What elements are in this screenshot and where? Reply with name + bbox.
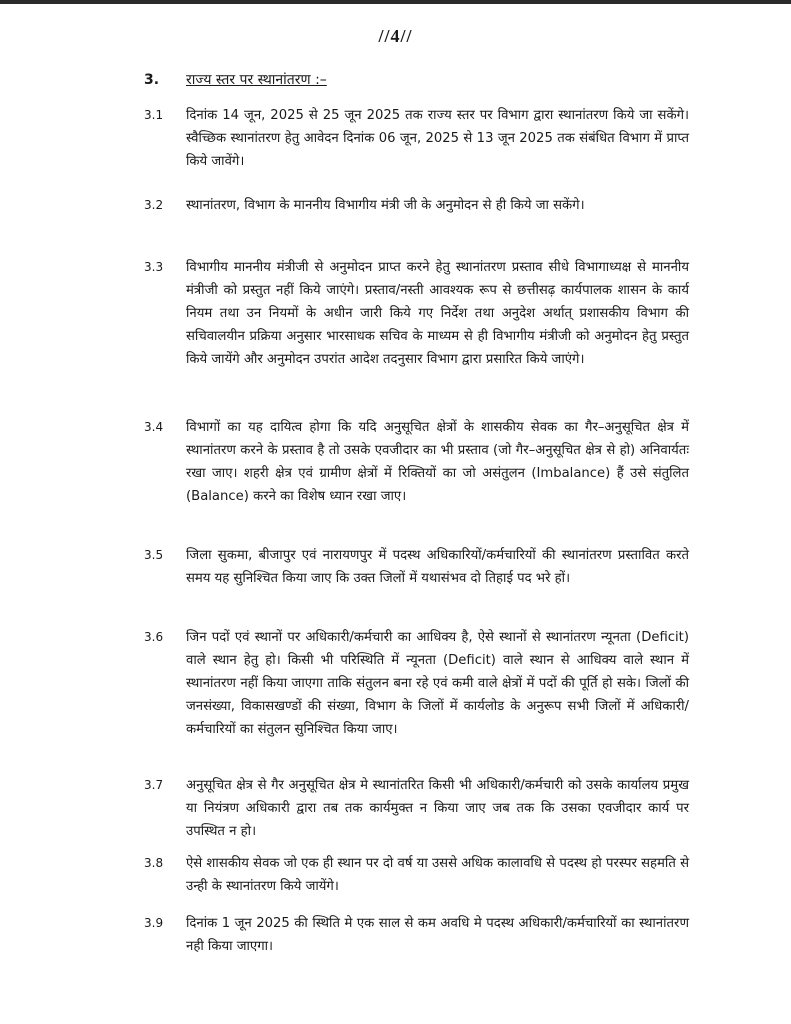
clause-number: 3.3: [144, 260, 164, 274]
section-number: 3.: [144, 72, 160, 88]
clause-text: जिन पदों एवं स्थानों पर अधिकारी/कर्मचारी का आधिक्य है, ऐसे स्थानों से स्थानांतरण न्यूनता (Deficit) वाले स्थान हेतु हो। किसी भी परिस्थिति में न्यूनता (Deficit) वाले स्थान से आधिक्य वाले स्थान में स्थानांतरण नहीं किया जाएगा ताकि संतुलन बना रहे एवं कमी वाले क्षेत्रों में पदों की पूर्ति हो सके। जिलों की जनसंख्या, विकासखण्डों की संख्या, विभाग के जिलों में कार्यलोड के अनुरूप सभी जिलों में अधिकारी/कर्मचारियों का संतुलन सुनिश्चित किया जाए।: [186, 630, 689, 737]
section-heading: [144, 70, 327, 89]
clause-number: 3.5: [144, 548, 164, 562]
clause-text: ऐसे शासकीय सेवक जो एक ही स्थान पर दो वर्ष या उससे अधिक कालावधि से पदस्थ हो परस्पर सहमति से उन्ही के स्थानांतरण किये जायेंगे।: [186, 856, 689, 894]
clause-number: 3.1: [144, 108, 164, 122]
clause-number: 3.8: [144, 856, 164, 870]
clause-text: दिनांक 1 जून 2025 की स्थिति मे एक साल से कम अवधि मे पदस्थ अधिकारी/कर्मचारियों का स्थानांतरण नही किया जाएगा।: [186, 916, 689, 954]
top-scan-band: [0, 0, 791, 4]
clause-number: 3.9: [144, 916, 164, 930]
page-number: //4//: [378, 26, 413, 46]
clause-text: विभागों का यह दायित्व होगा कि यदि अनुसूचित क्षेत्रों के शासकीय सेवक का गैर–अनुसूचित क्षेत्र में स्थानांतरण करने के प्रस्ताव है तो उसके एवजीदार का भी प्रस्ताव (जो गैर–अनुसूचित क्षेत्र से हो) अनिवार्यतः रखा जाए। शहरी क्षेत्र एवं ग्रामीण क्षेत्रों में रिक्तियों का जो असंतुलन (Imbalance) हैं उसे संतुलित (Balance) करने का विशेष ध्यान रखा जाए।: [186, 420, 689, 504]
clause-number: 3.7: [144, 778, 164, 792]
clause-text: अनुसूचित क्षेत्र से गैर अनुसूचित क्षेत्र मे स्थानांतरित किसी भी अधिकारी/कर्मचारी को उसके कार्यालय प्रमुख या नियंत्रण अधिकारी द्वारा तब तक कार्यमुक्त न किया जाए जब तक कि उसका एवजीदार कार्य पर उपस्थित न हो।: [186, 778, 689, 839]
clause-text: स्थानांतरण, विभाग के माननीय विभागीय मंत्री जी के अनुमोदन से ही किये जा सकेंगे।: [186, 198, 585, 213]
section-title: राज्य स्तर पर स्थानांतरण :–: [186, 72, 327, 88]
clause-number: 3.4: [144, 420, 164, 434]
clause-number: 3.2: [144, 198, 164, 212]
clause-number: 3.6: [144, 630, 164, 644]
clause-text: विभागीय माननीय मंत्रीजी से अनुमोदन प्राप्त करने हेतु स्थानांतरण प्रस्ताव सीधे विभागाध्यक्ष से माननीय मंत्रीजी को प्रस्तुत नहीं किये जाएंगे। प्रस्ताव/नस्ती आवश्यक रूप से छत्तीसढ़ कार्यपालक शासन के कार्य नियम तथा उन नियमों के अधीन जारी किये गए निर्देश तथा अनुदेश अर्थात् प्रशासकीय विभाग की सचिवालयीन प्रक्रिया अनुसार भारसाधक सचिव के माध्यम से ही विभागीय मंत्रीजी को अनुमोदन हेतु प्रस्तुत किये जायेंगे और अनुमोदन उपरांत आदेश तदनुसार विभाग द्वारा प्रसारित किये जाएंगे।: [186, 260, 689, 367]
clause-text: जिला सुकमा, बीजापुर एवं नारायणपुर में पदस्थ अधिकारियों/कर्मचारियों की स्थानांतरण प्रस्तावित करते समय यह सुनिश्चित किया जाए कि उक्त जिलों में यथासंभव दो तिहाई पद भरे हों।: [186, 548, 689, 586]
clause-text: दिनांक 14 जून, 2025 से 25 जून 2025 तक राज्य स्तर पर विभाग द्वारा स्थानांतरण किये जा सकेंगे। स्वैच्छिक स्थानांतरण हेतु आवेदन दिनांक 06 जून, 2025 से 13 जून 2025 तक संबंधित विभाग में प्राप्त किये जावेंगे।: [186, 108, 689, 169]
